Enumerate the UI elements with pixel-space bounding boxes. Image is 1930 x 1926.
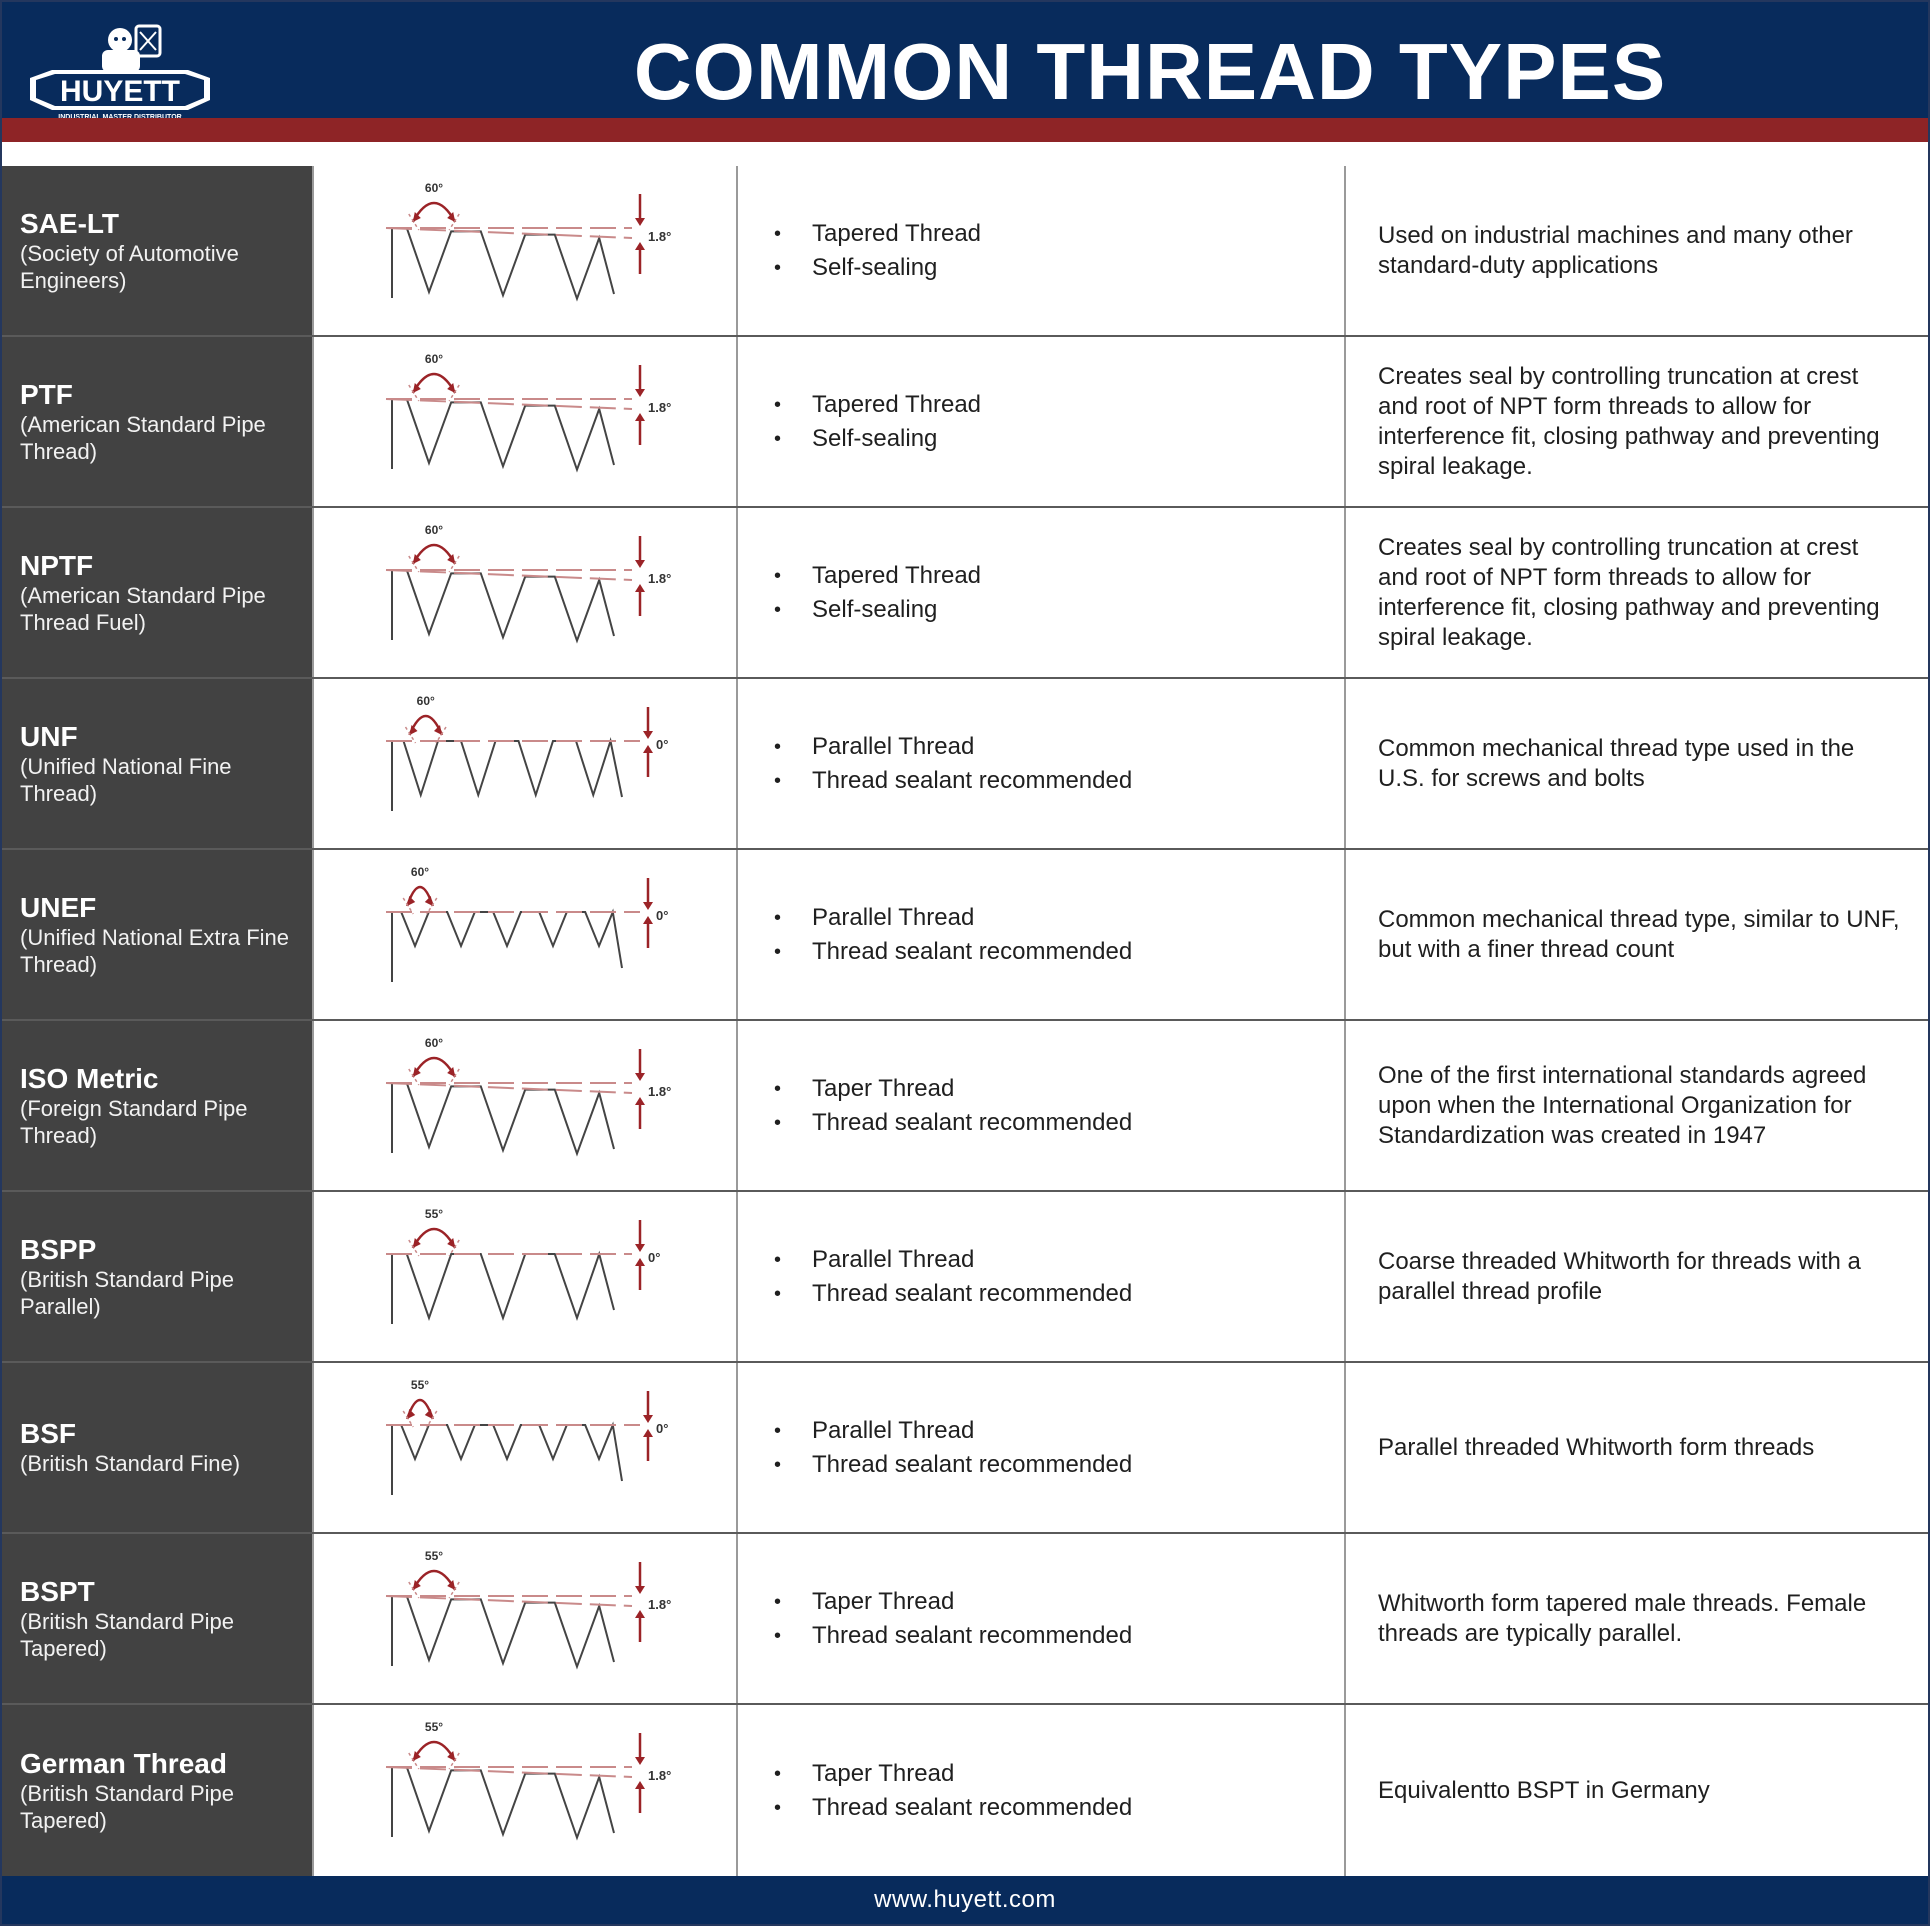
thread-diagram-cell bbox=[314, 1363, 738, 1532]
thread-profile-diagram bbox=[314, 679, 738, 850]
table-row bbox=[2, 166, 1928, 337]
feature-item: • Thread sealant recommended bbox=[772, 1277, 1344, 1311]
angle-arc bbox=[413, 374, 455, 393]
thread-profile bbox=[392, 228, 614, 299]
angle-arc bbox=[413, 545, 455, 564]
thread-description: Parallel threaded Whitworth form threads bbox=[1378, 1433, 1815, 1461]
taper-arrowhead bbox=[635, 1258, 645, 1266]
huyett-logo bbox=[22, 20, 218, 132]
feature-item: • Tapered Thread bbox=[772, 559, 1344, 593]
taper-arrowhead bbox=[635, 1781, 645, 1789]
thread-abbreviation: UNEF bbox=[20, 891, 97, 923]
thread-angle-label: 55° bbox=[410, 1378, 430, 1392]
thread-abbreviation: NPTF bbox=[20, 549, 94, 581]
taper-line bbox=[386, 399, 632, 409]
footer-url[interactable]: www.huyett.com bbox=[874, 1886, 1056, 1913]
taper-arrowhead bbox=[643, 916, 653, 924]
feature-item: • Tapered Thread bbox=[772, 217, 1344, 251]
thread-name-cell bbox=[2, 1021, 314, 1190]
thread-profile bbox=[392, 912, 622, 982]
taper-angle-label: 0° bbox=[656, 908, 669, 923]
thread-profile bbox=[392, 399, 614, 470]
taper-angle-label: 0° bbox=[656, 1421, 669, 1436]
thread-profile bbox=[392, 741, 622, 811]
feature-item: • Thread sealant recommended bbox=[772, 1106, 1344, 1140]
header-red-stripe bbox=[2, 118, 1928, 142]
thread-diagram-cell bbox=[314, 508, 738, 677]
taper-line bbox=[386, 1767, 632, 1777]
thread-profile-diagram bbox=[314, 1192, 738, 1363]
thread-features-cell bbox=[738, 1363, 1346, 1532]
feature-item: • Taper Thread bbox=[772, 1585, 1344, 1619]
feature-item: • Self-sealing bbox=[772, 422, 1344, 456]
thread-profile-diagram bbox=[314, 166, 738, 337]
thread-full-name: (British Standard Pipe Tapered) bbox=[20, 1608, 234, 1661]
feature-item: • Thread sealant recommended bbox=[772, 1619, 1344, 1653]
thread-full-name: (British Standard Pipe Parallel) bbox=[20, 1266, 234, 1319]
taper-arrowhead bbox=[643, 745, 653, 753]
thread-profile-diagram bbox=[314, 850, 738, 1021]
feature-item: • Taper Thread bbox=[772, 1757, 1344, 1791]
header bbox=[2, 2, 1928, 142]
angle-arc bbox=[413, 203, 455, 222]
thread-full-name: (Unified National Extra Fine Thread) bbox=[20, 924, 290, 977]
thread-diagram-cell bbox=[314, 1705, 738, 1876]
thread-description: Common mechanical thread type used in the U.S. for screws and bolts bbox=[1378, 734, 1855, 792]
thread-profile bbox=[392, 1083, 614, 1154]
table-row bbox=[2, 850, 1928, 1021]
thread-description-cell bbox=[1346, 850, 1928, 1019]
angle-arc bbox=[413, 1058, 455, 1077]
thread-profile bbox=[392, 1425, 622, 1495]
taper-arrowhead bbox=[635, 389, 645, 397]
thread-description-cell bbox=[1346, 1534, 1928, 1703]
thread-description-cell bbox=[1346, 166, 1928, 335]
taper-angle-label: 0° bbox=[648, 1250, 661, 1265]
thread-profile-diagram bbox=[314, 337, 738, 508]
taper-arrowhead bbox=[635, 584, 645, 592]
thread-angle-label: 55° bbox=[424, 1549, 444, 1563]
thread-profile-diagram bbox=[314, 1021, 738, 1192]
taper-arrowhead bbox=[635, 1586, 645, 1594]
thread-features-cell bbox=[738, 1705, 1346, 1876]
taper-angle-label: 1.8° bbox=[648, 1597, 672, 1612]
thread-description: Coarse threaded Whitworth for threads with a parallel thread profile bbox=[1378, 1247, 1861, 1305]
thread-diagram-cell bbox=[314, 850, 738, 1019]
feature-item: • Thread sealant recommended bbox=[772, 935, 1344, 969]
page-title: COMMON THREAD TYPES bbox=[633, 27, 1667, 116]
thread-diagram-cell bbox=[314, 166, 738, 335]
angle-arc bbox=[413, 1571, 455, 1590]
taper-angle-label: 1.8° bbox=[648, 1768, 672, 1783]
thread-abbreviation: SAE-LT bbox=[20, 207, 120, 239]
thread-features-cell bbox=[738, 679, 1346, 848]
thread-description-cell bbox=[1346, 1192, 1928, 1361]
thread-name-cell bbox=[2, 1192, 314, 1361]
taper-angle-label: 0° bbox=[656, 737, 669, 752]
thread-abbreviation: ISO Metric bbox=[20, 1062, 159, 1094]
taper-arrowhead bbox=[635, 1610, 645, 1618]
feature-item: • Tapered Thread bbox=[772, 388, 1344, 422]
thread-features-cell bbox=[738, 337, 1346, 506]
taper-arrowhead bbox=[643, 1415, 653, 1423]
thread-profile-diagram bbox=[314, 1363, 738, 1534]
taper-arrowhead bbox=[635, 242, 645, 250]
thread-abbreviation: BSPP bbox=[20, 1233, 97, 1265]
taper-line bbox=[386, 228, 632, 238]
taper-arrowhead bbox=[635, 1244, 645, 1252]
thread-features-cell bbox=[738, 508, 1346, 677]
thread-description-cell bbox=[1346, 1021, 1928, 1190]
thread-full-name: (American Standard Pipe Thread) bbox=[20, 411, 266, 464]
thread-description: Whitworth form tapered male threads. Female threads are typically parallel. bbox=[1378, 1589, 1867, 1647]
thread-angle-label: 60° bbox=[410, 865, 430, 879]
thread-description-cell bbox=[1346, 337, 1928, 506]
table-row bbox=[2, 337, 1928, 508]
taper-arrowhead bbox=[635, 413, 645, 421]
thread-description-cell bbox=[1346, 1363, 1928, 1532]
thread-name-cell bbox=[2, 166, 314, 335]
thread-profile-diagram bbox=[314, 508, 738, 679]
feature-item: • Self-sealing bbox=[772, 251, 1344, 285]
taper-arrowhead bbox=[635, 1097, 645, 1105]
thread-profile bbox=[392, 570, 614, 641]
thread-abbreviation: German Thread bbox=[20, 1747, 227, 1779]
thread-abbreviation: PTF bbox=[20, 378, 73, 410]
feature-item: • Thread sealant recommended bbox=[772, 1448, 1344, 1482]
thread-description: Creates seal by controlling truncation at crest and root of NPT form threads to allow for interference fit, closing pathway and preventing spiral leakage. bbox=[1378, 533, 1880, 651]
taper-arrowhead bbox=[635, 1073, 645, 1081]
table-row bbox=[2, 1192, 1928, 1363]
feature-item: • Thread sealant recommended bbox=[772, 764, 1344, 798]
angle-arc bbox=[413, 1229, 455, 1248]
thread-angle-label: 60° bbox=[424, 181, 444, 195]
thread-features-cell bbox=[738, 1021, 1346, 1190]
thread-description: Used on industrial machines and many other standard-duty applications bbox=[1378, 221, 1853, 279]
thread-diagram-cell bbox=[314, 1192, 738, 1361]
thread-angle-label: 60° bbox=[424, 1036, 444, 1050]
taper-arrowhead bbox=[635, 218, 645, 226]
thread-abbreviation: UNF bbox=[20, 720, 78, 752]
taper-line bbox=[386, 1083, 632, 1093]
thread-profile bbox=[392, 1596, 614, 1667]
table-row bbox=[2, 1021, 1928, 1192]
thread-profile bbox=[392, 1254, 614, 1324]
table-row bbox=[2, 1705, 1928, 1876]
thread-description-cell bbox=[1346, 679, 1928, 848]
table-row bbox=[2, 1534, 1928, 1705]
thread-full-name: (Society of Automotive Engineers) bbox=[20, 240, 239, 293]
thread-angle-label: 55° bbox=[424, 1720, 444, 1734]
thread-diagram-cell bbox=[314, 1534, 738, 1703]
thread-description-cell bbox=[1346, 508, 1928, 677]
thread-profile bbox=[392, 1767, 614, 1838]
feature-item: • Taper Thread bbox=[772, 1072, 1344, 1106]
taper-arrowhead bbox=[643, 1429, 653, 1437]
thread-description: Equivalentto BSPT in Germany bbox=[1378, 1776, 1710, 1804]
taper-angle-label: 1.8° bbox=[648, 571, 672, 586]
thread-full-name: (Foreign Standard Pipe Thread) bbox=[20, 1095, 248, 1148]
feature-item: • Parallel Thread bbox=[772, 901, 1344, 935]
thread-features-cell bbox=[738, 1534, 1346, 1703]
thread-angle-label: 60° bbox=[424, 352, 444, 366]
thread-features-cell bbox=[738, 1192, 1346, 1361]
thread-profile-diagram bbox=[314, 1705, 738, 1876]
thread-features-cell bbox=[738, 166, 1346, 335]
taper-arrowhead bbox=[643, 731, 653, 739]
thread-angle-label: 55° bbox=[424, 1207, 444, 1221]
taper-arrowhead bbox=[643, 902, 653, 910]
thread-name-cell bbox=[2, 679, 314, 848]
thread-name-cell bbox=[2, 508, 314, 677]
thread-profile-diagram bbox=[314, 1534, 738, 1705]
thread-description-cell bbox=[1346, 1705, 1928, 1876]
table-row bbox=[2, 508, 1928, 679]
thread-full-name: (American Standard Pipe Thread Fuel) bbox=[20, 582, 266, 635]
taper-angle-label: 1.8° bbox=[648, 1084, 672, 1099]
thread-description: Common mechanical thread type, similar to UNF, but with a finer thread count bbox=[1378, 905, 1900, 963]
taper-angle-label: 1.8° bbox=[648, 400, 672, 415]
feature-item: • Parallel Thread bbox=[772, 1414, 1344, 1448]
thread-description: Creates seal by controlling truncation at crest and root of NPT form threads to allow for interference fit, closing pathway and preventing spiral leakage. bbox=[1378, 362, 1880, 480]
thread-types-table bbox=[2, 166, 1928, 1876]
feature-item: • Self-sealing bbox=[772, 593, 1344, 627]
thread-description: One of the first international standards agreed upon when the International Organization for Standardization was created in 1947 bbox=[1378, 1061, 1867, 1149]
thread-features-cell bbox=[738, 850, 1346, 1019]
thread-abbreviation: BSPT bbox=[20, 1575, 95, 1607]
thread-name-cell bbox=[2, 337, 314, 506]
logo-top-text: INDUSTRIAL bbox=[102, 63, 138, 69]
thread-name-cell bbox=[2, 1534, 314, 1703]
taper-angle-label: 1.8° bbox=[648, 229, 672, 244]
table-row bbox=[2, 1363, 1928, 1534]
taper-line bbox=[386, 1596, 632, 1606]
taper-arrowhead bbox=[635, 1757, 645, 1765]
footer bbox=[2, 1876, 1928, 1924]
thread-name-cell bbox=[2, 1705, 314, 1876]
feature-item: • Parallel Thread bbox=[772, 1243, 1344, 1277]
thread-abbreviation: BSF bbox=[20, 1418, 76, 1449]
thread-diagram-cell bbox=[314, 1021, 738, 1190]
feature-item: • Parallel Thread bbox=[772, 730, 1344, 764]
feature-item: • Thread sealant recommended bbox=[772, 1791, 1344, 1825]
angle-arc bbox=[413, 1742, 455, 1761]
thread-full-name: (British Standard Fine) bbox=[20, 1451, 241, 1476]
taper-line bbox=[386, 570, 632, 580]
thread-diagram-cell bbox=[314, 679, 738, 848]
thread-angle-label: 60° bbox=[424, 523, 444, 537]
taper-arrowhead bbox=[635, 560, 645, 568]
thread-full-name: (Unified National Fine Thread) bbox=[20, 753, 232, 806]
thread-name-cell bbox=[2, 850, 314, 1019]
table-row bbox=[2, 679, 1928, 850]
thread-full-name: (British Standard Pipe Tapered) bbox=[20, 1780, 234, 1833]
thread-angle-label: 60° bbox=[416, 694, 435, 708]
thread-name-cell bbox=[2, 1363, 314, 1532]
logo-brand: HUYETT bbox=[60, 75, 180, 108]
thread-diagram-cell bbox=[314, 337, 738, 506]
